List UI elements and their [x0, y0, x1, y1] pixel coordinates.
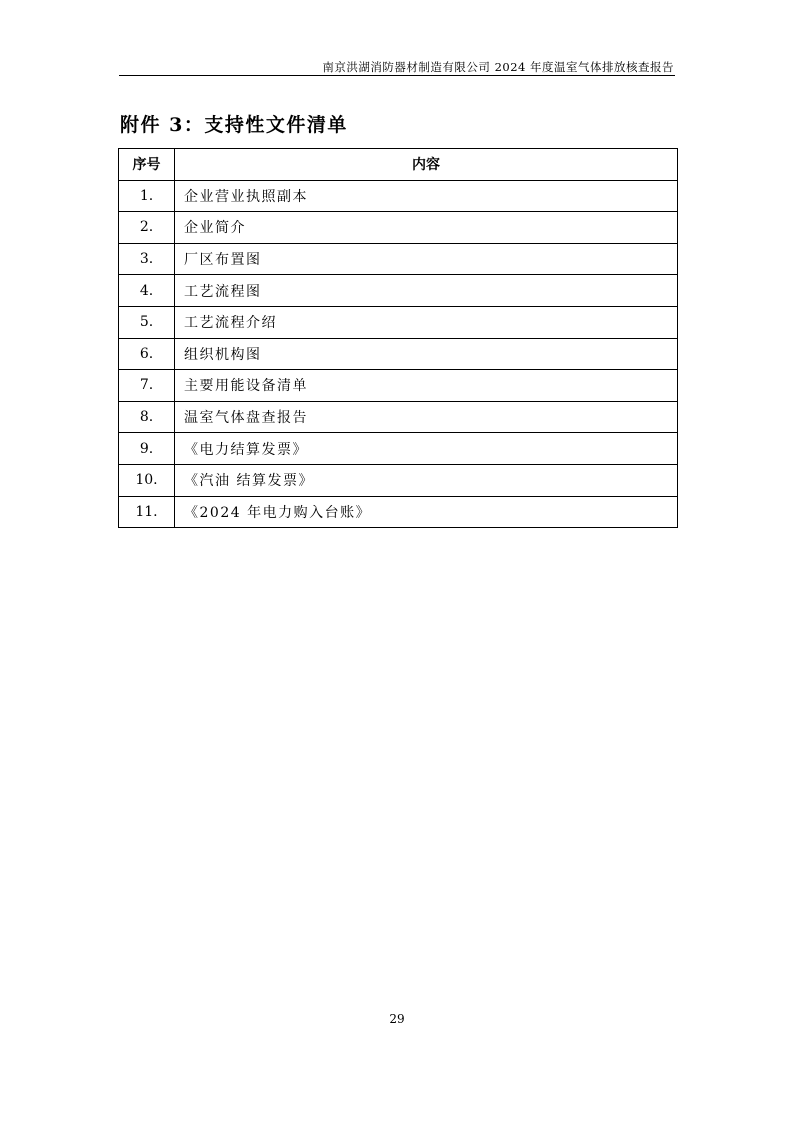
row-number: 1. — [119, 180, 175, 212]
row-number: 8. — [119, 401, 175, 433]
row-content: 企业简介 — [175, 212, 678, 244]
row-number: 5. — [119, 306, 175, 338]
row-content: 《2024 年电力购入台账》 — [175, 496, 678, 528]
row-number: 7. — [119, 370, 175, 402]
header-divider — [119, 75, 675, 76]
row-content: 工艺流程介绍 — [175, 306, 678, 338]
row-number: 6. — [119, 338, 175, 370]
supporting-documents-table — [118, 148, 678, 528]
table-row — [119, 306, 678, 338]
running-header: 南京洪湖消防器材制造有限公司 2024 年度温室气体排放核查报告 — [322, 60, 674, 74]
row-content: 组织机构图 — [175, 338, 678, 370]
row-content: 温室气体盘查报告 — [175, 401, 678, 433]
table-row — [119, 275, 678, 307]
row-number: 4. — [119, 275, 175, 307]
table-row — [119, 243, 678, 275]
page-number: 29 — [389, 1012, 405, 1026]
row-content: 《汽油 结算发票》 — [175, 464, 678, 496]
row-content: 《电力结算发票》 — [175, 433, 678, 465]
column-header-number: 序号 — [119, 149, 175, 181]
row-content: 厂区布置图 — [175, 243, 678, 275]
row-number: 9. — [119, 433, 175, 465]
table-row — [119, 370, 678, 402]
row-number: 10. — [119, 464, 175, 496]
row-content: 企业营业执照副本 — [175, 180, 678, 212]
row-number: 2. — [119, 212, 175, 244]
row-number: 3. — [119, 243, 175, 275]
table-row — [119, 180, 678, 212]
row-number: 11. — [119, 496, 175, 528]
table-row — [119, 401, 678, 433]
row-content: 工艺流程图 — [175, 275, 678, 307]
table-row — [119, 464, 678, 496]
table-row — [119, 496, 678, 528]
table-header-row — [119, 149, 678, 181]
column-header-content: 内容 — [175, 149, 678, 181]
row-content: 主要用能设备清单 — [175, 370, 678, 402]
table-row — [119, 433, 678, 465]
page-title: 附件 3：支持性文件清单 — [120, 114, 348, 136]
table-row — [119, 212, 678, 244]
table-row — [119, 338, 678, 370]
